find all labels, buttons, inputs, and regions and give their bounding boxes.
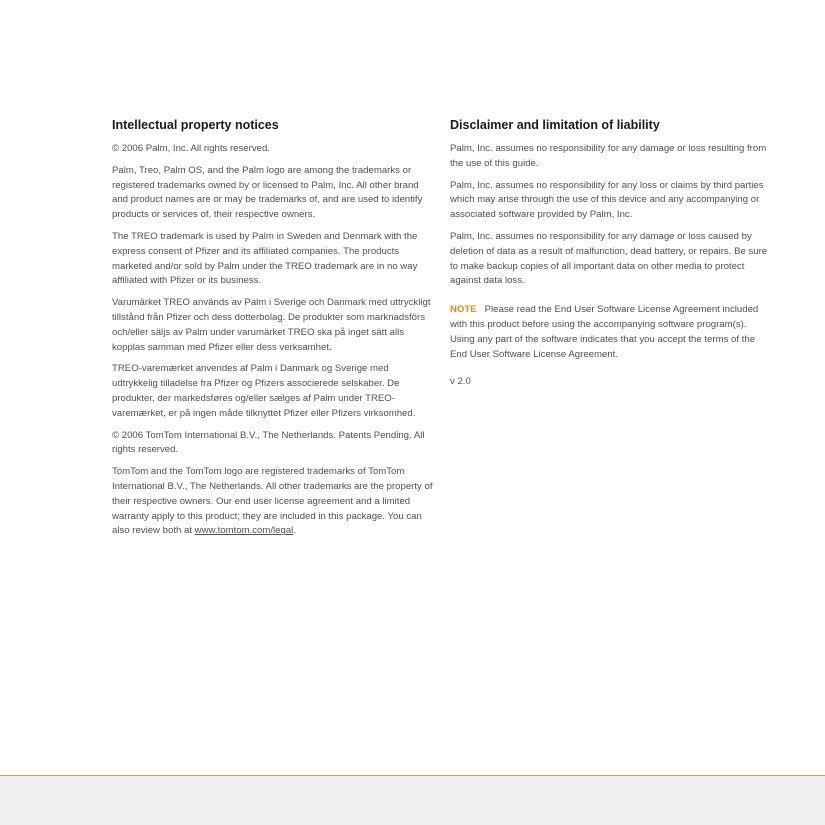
disclaimer-heading: Disclaimer and limitation of liability bbox=[450, 118, 660, 132]
note-label: NOTE bbox=[450, 304, 477, 316]
treo-trademark-swedish: Varumärket TREO används av Palm i Sverige och Danmark med uttryckligt tillstånd från Pfizer och dess dotterbolag. De produkter som marknadsförs och/eller säljs av Palm under varumärket TREO ska på inget sätt alls kopplas samman med Pfizer eller dess verksamhet. bbox=[112, 297, 431, 353]
disclaimer-column bbox=[450, 117, 772, 397]
palm-trademarks-paragraph: Palm, Treo, Palm OS, and the Palm logo are among the trademarks or registered trademarks owned by or licensed to Palm, Inc. All other brand and product names are or may be trademarks of, and are used to identify products or services of, their respective owners. bbox=[112, 164, 423, 221]
disclaimer-data-loss: Palm, Inc. assumes no responsibility for any damage or loss caused by deletion of data as a result of malfunction, dead battery, or repairs. Be sure to make backup copies of all important data on other media to protect against data loss. bbox=[450, 230, 768, 287]
treo-trademark-danish: TREO-varemærket anvendes af Palm i Danmark og Sverige med udtrykkelig tilladelse fra Pfizer og Pfizers associerede selskaber. De produkter, der markedsføres og/eller sælges af Palm under TREO-varemærket, er på ingen måde tilknyttet Pfizer eller Pfizers virksomhed. bbox=[112, 363, 416, 419]
treo-trademark-english: The TREO trademark is used by Palm in Sweden and Denmark with the express consent of Pfizer and its affiliated companies. The products marketed and/or sold by Palm under the TREO trademark are in no way affiliated with Pfizer or its business. bbox=[112, 230, 418, 287]
footer-band bbox=[0, 776, 825, 825]
palm-copyright: © 2006 Palm, Inc. All rights reserved. bbox=[112, 143, 270, 154]
tomtom-trademarks-paragraph bbox=[112, 465, 434, 539]
version-label: v 2.0 bbox=[450, 376, 471, 388]
tomtom-copyright: © 2006 TomTom International B.V., The Netherlands. Patents Pending. All rights reserved. bbox=[112, 429, 425, 456]
note-text: Please read the End User Software License Agreement included with this product before using the accompanying software program(s). Using any part of the software indicates that you accept the terms of the End User Software License Agreement. bbox=[450, 304, 759, 360]
disclaimer-third-party: Palm, Inc. assumes no responsibility for any loss or claims by third parties which may arise through the use of this device and any accompanying or associated software provided by Palm, Inc. bbox=[450, 179, 764, 221]
license-note bbox=[450, 303, 772, 362]
disclaimer-guide: Palm, Inc. assumes no responsibility for any damage or loss resulting from the use of this guide. bbox=[450, 143, 767, 169]
ip-notices-heading: Intellectual property notices bbox=[112, 118, 279, 132]
tomtom-trademarks-end: . bbox=[293, 525, 296, 537]
tomtom-legal-link[interactable]: www.tomtom.com/legal bbox=[194, 525, 294, 537]
tomtom-trademarks-text: TomTom and the TomTom logo are registered trademarks of TomTom International B.V., The Netherlands. All other trademarks are the property of their respective owners. Our end user license agreement and a limited warranty apply to this product; they are included in this package. You can also review both at bbox=[112, 466, 433, 537]
ip-notices-column bbox=[112, 117, 434, 546]
